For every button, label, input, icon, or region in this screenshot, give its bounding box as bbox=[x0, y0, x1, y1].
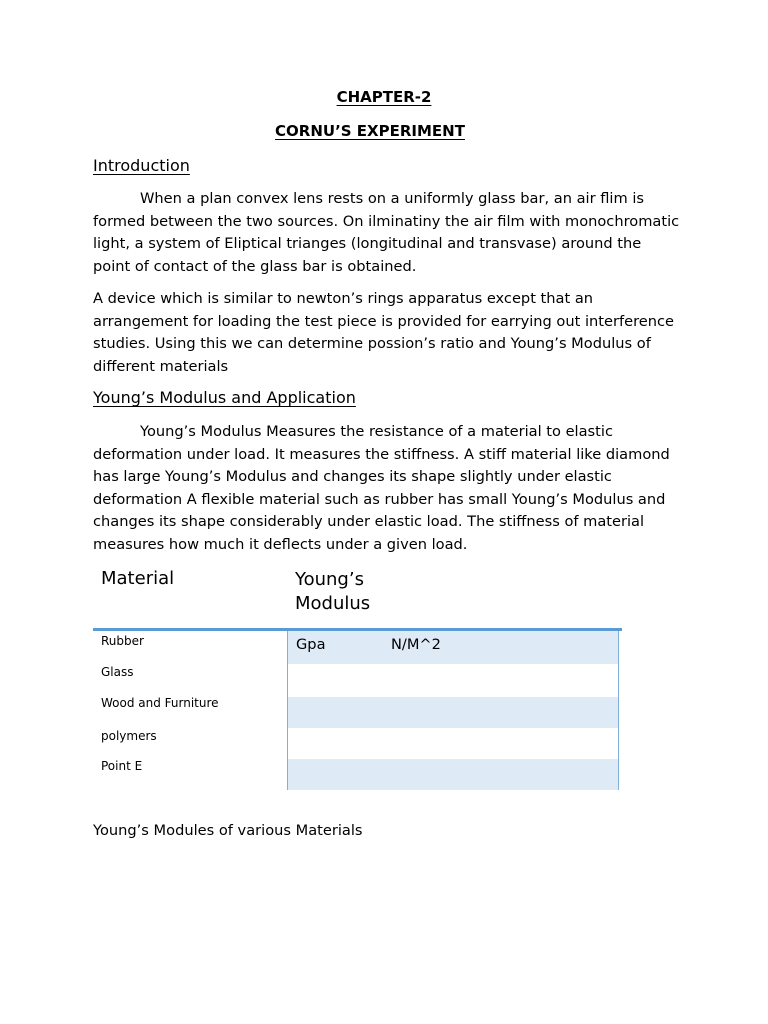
table-caption: Young’s Modules of various Materials bbox=[93, 822, 363, 839]
table-column-divider bbox=[287, 631, 288, 790]
introduction-paragraph-1: When a plan convex lens rests on a uniformly glass bar, an air flim is formed between the two sources. On ilminatiny the air film with monochromatic light, a system of Eliptical trianges (longitudinal and transvase) around the point of contact of the glass bar is obtained. bbox=[93, 190, 680, 275]
table-row-label: Glass bbox=[101, 665, 134, 679]
unit-gpa: Gpa bbox=[296, 636, 326, 653]
table-band-row-3 bbox=[288, 697, 618, 728]
youngs-modulus-heading: Young’s Modulus and Application bbox=[93, 388, 356, 407]
table-band-row-5 bbox=[288, 759, 618, 790]
table-row-label: Rubber bbox=[101, 634, 144, 648]
table-header-material: Material bbox=[101, 568, 175, 589]
page-title: CORNU’S EXPERIMENT bbox=[275, 122, 465, 140]
chapter-label: CHAPTER-2 bbox=[336, 88, 432, 106]
table-row-label: polymers bbox=[101, 729, 157, 743]
table-header-youngs-line1: Young’s bbox=[295, 569, 364, 590]
table-header-youngs-line2: Modulus bbox=[295, 593, 371, 614]
table-band-row-2 bbox=[288, 664, 618, 697]
youngs-modulus-paragraph: Young’s Modulus Measures the resistance of a material to elastic deformation under load. It measures the stiffness. A stiff material like diamond has large Young’s Modulus and changes its shape slightly under elastic deformation A flexible material such as rubber has small Young’s Modulus and changes its shape considerably under elastic load. The stiffness of material measures how much it deflects under a given load. bbox=[93, 423, 670, 553]
table-row-label: Point E bbox=[101, 759, 143, 773]
table-header-youngs-modulus bbox=[295, 568, 370, 616]
table-band-row-1 bbox=[288, 631, 618, 664]
table-right-border bbox=[618, 631, 619, 790]
introduction-heading: Introduction bbox=[93, 156, 190, 175]
unit-n-per-m2: N/M^2 bbox=[391, 636, 441, 653]
introduction-paragraph-2: A device which is similar to newton’s rings apparatus except that an arrangement for loading the test piece is provided for earrying out interference studies. Using this we can determine possion’s ratio and Young’s Modulus of different materials bbox=[93, 290, 675, 375]
table-band-row-4 bbox=[288, 728, 618, 759]
table-row-label: Wood and Furniture bbox=[101, 696, 219, 710]
